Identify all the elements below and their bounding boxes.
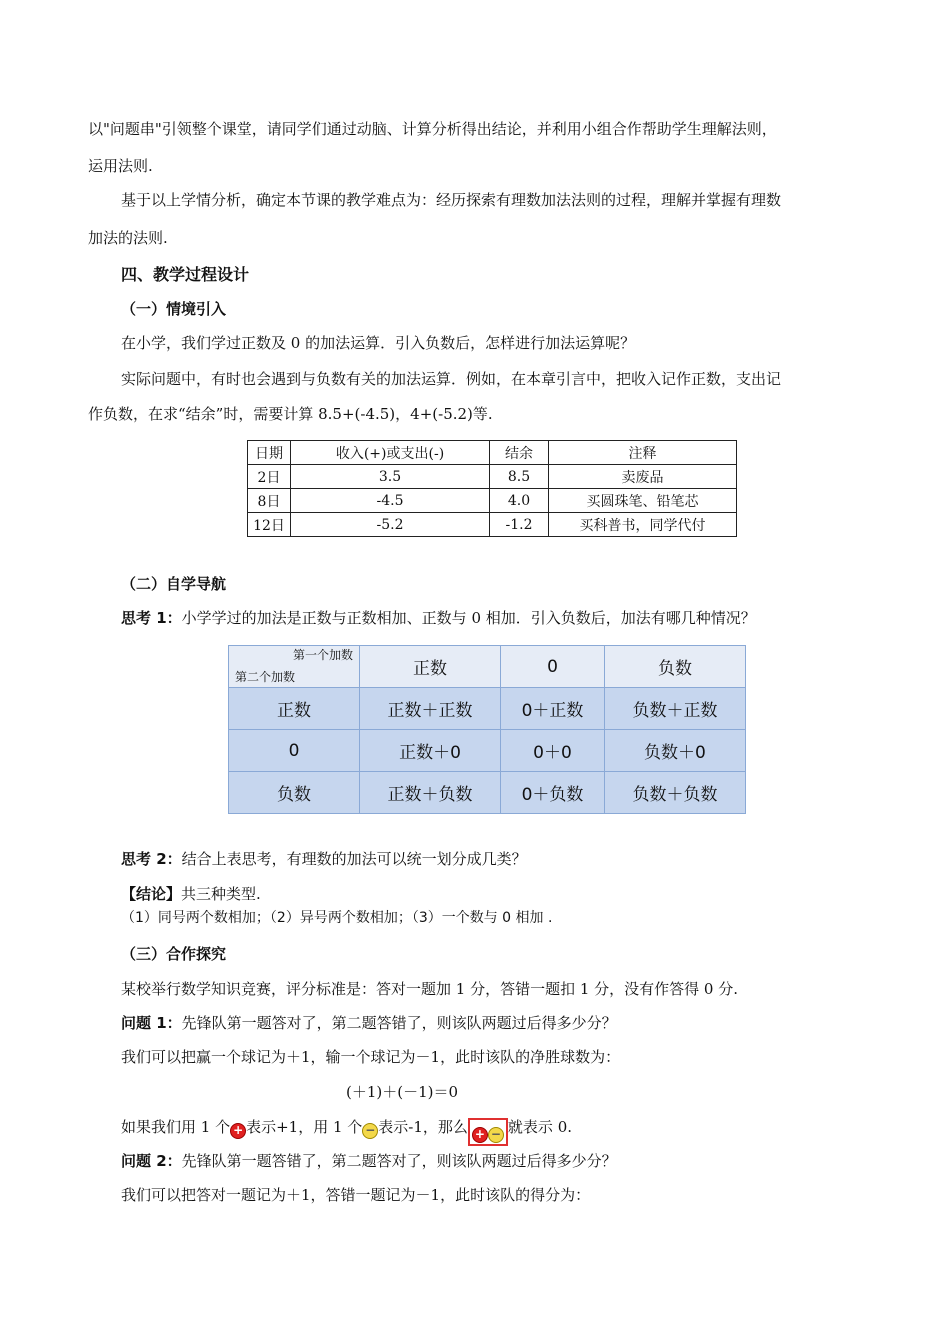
conclusion-label: 【结论】 [121, 885, 182, 903]
conclusion-text: 共三种类型. [181, 885, 261, 903]
table-row [229, 688, 746, 730]
intro-line-4: 加法的法则. [88, 229, 168, 247]
minus-chip-icon: − [362, 1123, 378, 1139]
table-cell: -5.2 [291, 513, 490, 537]
table-cell: 12日 [248, 513, 291, 537]
table-cell: 8日 [248, 489, 291, 513]
table-cell: 0＋0 [501, 730, 605, 772]
table-cell: 卖废品 [549, 465, 737, 489]
chip-text-c: 表示-1，那么 [378, 1118, 468, 1136]
table-row [248, 489, 737, 513]
table-cell: 3.5 [291, 465, 490, 489]
plus-chip-icon: + [472, 1127, 488, 1143]
part1-paragraph-1: 在小学，我们学过正数及 0 的加法运算．引入负数后，怎样进行加法运算呢？ [121, 334, 636, 352]
addition-cases-table [228, 645, 746, 814]
table-row [229, 730, 746, 772]
table-cell: 负数＋0 [604, 730, 745, 772]
table-cell: 负数＋正数 [604, 688, 745, 730]
table-header: 注释 [549, 441, 737, 465]
part1-title: （一）情境引入 [121, 300, 227, 318]
income-table [247, 440, 737, 537]
corner-top-label: 第一个加数 [292, 648, 353, 662]
intro-line-3: 基于以上学情分析，确定本节课的教学难点为：经历探索有理数加法法则的过程，理解并掌握有理数 [121, 191, 782, 209]
zero-pair-icon [468, 1118, 508, 1146]
think-1 [121, 608, 896, 628]
corner-bottom-label: 第二个加数 [235, 670, 296, 684]
table-cell: 正数＋0 [360, 730, 501, 772]
table-cell: 买圆珠笔、铅笔芯 [549, 489, 737, 513]
question-1-label: 问题 1： [121, 1014, 182, 1032]
part3-paragraph-2: 我们可以把赢一个球记为＋1，输一个球记为－1，此时该队的净胜球数为： [121, 1048, 621, 1066]
table-cell: 4.0 [490, 489, 549, 513]
intro-line-2: 运用法则. [88, 157, 153, 175]
addition-types: （1）同号两个数相加；（2）异号两个数相加；（3）一个数与 0 相加 . [121, 910, 553, 926]
part3-title: （三）合作探究 [121, 945, 227, 963]
part2-title: （二）自学导航 [121, 575, 227, 593]
table-row [248, 513, 737, 537]
think-2-text: 结合上表思考，有理数的加法可以统一划分成几类？ [181, 850, 527, 868]
think-2-label: 思考 2： [121, 850, 182, 868]
table-cell: 买科普书，同学代付 [549, 513, 737, 537]
column-header: 负数 [604, 646, 745, 688]
table-header-row [229, 646, 746, 688]
corner-cell [229, 646, 360, 688]
row-header: 正数 [229, 688, 360, 730]
table-cell: 8.5 [490, 465, 549, 489]
table-row [229, 772, 746, 814]
table-header: 收入(+)或支出(-) [291, 441, 490, 465]
chip-explanation [121, 1117, 896, 1146]
table-cell: 0＋正数 [501, 688, 605, 730]
table-cell: -4.5 [291, 489, 490, 513]
column-header: 0 [501, 646, 605, 688]
table-header: 结余 [490, 441, 549, 465]
part1-paragraph-2b: 作负数，在求“结余”时，需要计算 8.5+(-4.5)，4+(-5.2)等. [88, 405, 493, 423]
table-row [248, 465, 737, 489]
column-header: 正数 [360, 646, 501, 688]
chip-text-d: 就表示 0. [507, 1118, 573, 1136]
chip-text-a: 如果我们用 1 个 [121, 1118, 231, 1136]
question-1 [121, 1013, 896, 1033]
row-header: 0 [229, 730, 360, 772]
row-header: 负数 [229, 772, 360, 814]
question-2-text: 先锋队第一题答错了，第二题答对了，则该队两题过后得多少分？ [181, 1152, 617, 1170]
conclusion [121, 884, 896, 904]
question-2 [121, 1151, 896, 1171]
plus-chip-icon: + [230, 1123, 246, 1139]
equation: (＋1)＋(－1)＝0 [346, 1083, 459, 1101]
table-cell: 0＋负数 [501, 772, 605, 814]
table-header-row [248, 441, 737, 465]
question-1-text: 先锋队第一题答对了，第二题答错了，则该队两题过后得多少分？ [181, 1014, 617, 1032]
section-title: 四、教学过程设计 [121, 265, 250, 284]
intro-line-1: 以"问题串"引领整个课堂，请同学们通过动脑、计算分析得出结论，并利用小组合作帮助学生理解法则， [88, 120, 777, 138]
part3-paragraph-1: 某校举行数学知识竞赛，评分标准是：答对一题加 1 分，答错一题扣 1 分，没有作答得 0 分. [121, 980, 739, 998]
part1-paragraph-2a: 实际问题中，有时也会遇到与负数有关的加法运算．例如，在本章引言中，把收入记作正数，支出记 [121, 370, 782, 388]
table-cell: 正数＋正数 [360, 688, 501, 730]
think-2 [121, 849, 896, 869]
table-cell: 2日 [248, 465, 291, 489]
question-2-label: 问题 2： [121, 1152, 182, 1170]
part3-paragraph-3: 我们可以把答对一题记为＋1，答错一题记为－1，此时该队的得分为： [121, 1186, 591, 1204]
table-cell: -1.2 [490, 513, 549, 537]
chip-text-b: 表示+1，用 1 个 [246, 1118, 363, 1136]
think-1-label: 思考 1： [121, 609, 182, 627]
table-cell: 正数＋负数 [360, 772, 501, 814]
table-header: 日期 [248, 441, 291, 465]
table-cell: 负数＋负数 [604, 772, 745, 814]
minus-chip-icon: − [488, 1127, 504, 1143]
think-1-text: 小学学过的加法是正数与正数相加、正数与 0 相加．引入负数后，加法有哪几种情况？ [181, 609, 756, 627]
